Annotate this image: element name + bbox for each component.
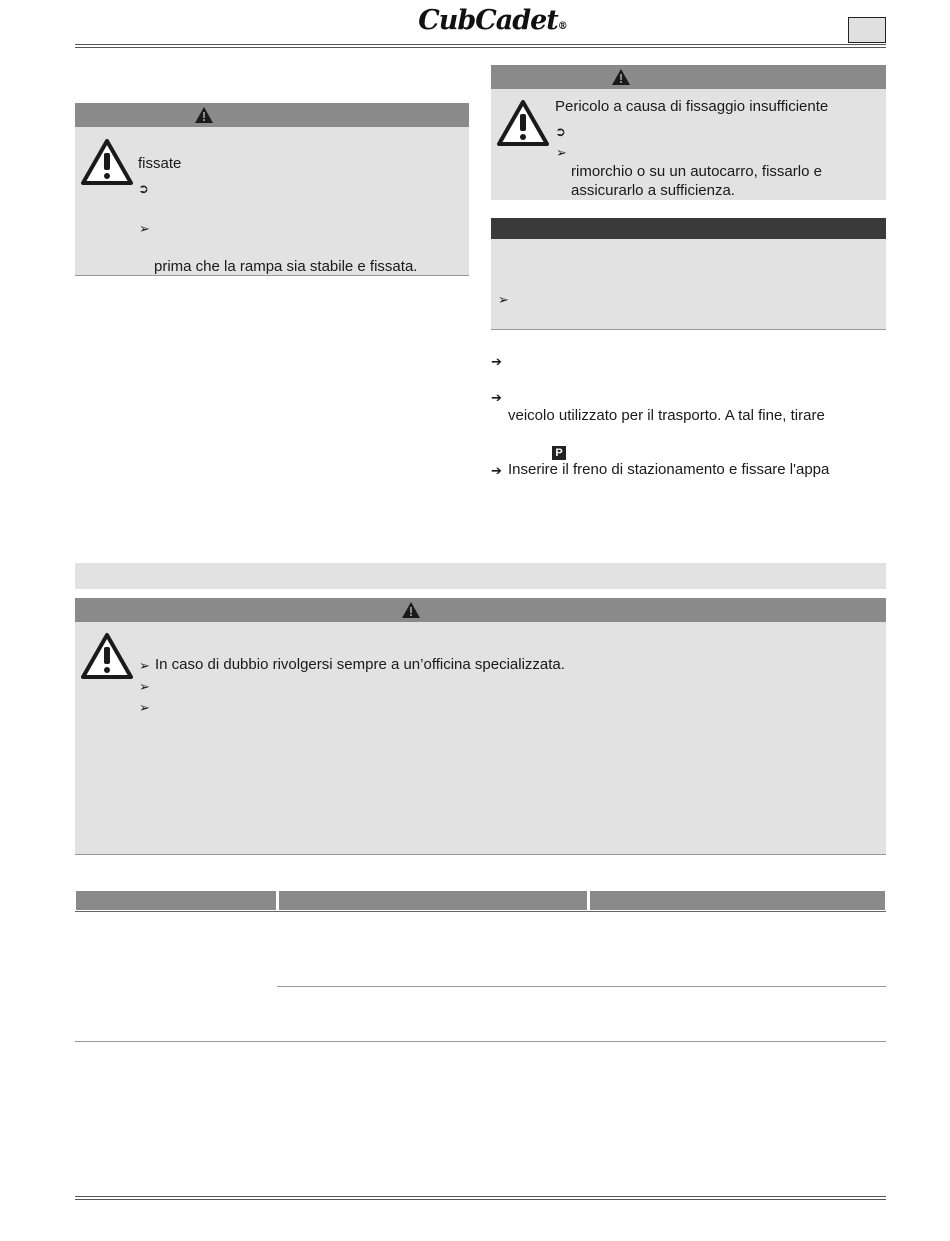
warning-fixing-title: Pericolo a causa di fissaggio insufficiente	[555, 98, 829, 115]
warning-fixing-line-2: assicurarlo a sufficienza.	[571, 182, 735, 199]
step-arrow-3: ➔	[491, 463, 502, 478]
step-arrow-1: ➔	[491, 354, 502, 369]
note-bottom-rule	[491, 329, 886, 330]
warning-small-icon	[611, 68, 631, 86]
note-header	[491, 218, 886, 239]
table-row-divider	[277, 986, 886, 987]
table-header-col-3	[590, 891, 885, 910]
footer-rule-2	[75, 1199, 886, 1200]
warning-ramp-bullet-1: ➲	[138, 181, 149, 196]
step-text-3: Inserire il freno di stazionamento e fissare l'appa	[508, 461, 830, 478]
warning-fixing-bullet-1: ➲	[555, 124, 566, 139]
warning-fixing-bullet-2: ➢	[556, 145, 567, 160]
step-text-2: veicolo utilizzato per il trasporto. A tal fine, tirare	[508, 407, 825, 424]
table-header-col-1	[76, 891, 276, 910]
warning-ramp-bottom-rule	[75, 275, 469, 276]
warning-ramp-panel	[75, 127, 469, 275]
warning-ramp-line-1: fissate	[138, 155, 182, 172]
header-rule-2	[75, 47, 886, 48]
warning-maintenance-bottom-rule	[75, 854, 886, 855]
note-bullet-1: ➢	[498, 292, 509, 307]
table-header-col-2	[279, 891, 587, 910]
warning-ramp-line-2: prima che la rampa sia stabile e fissata.	[154, 258, 418, 275]
warning-ramp-header	[75, 103, 469, 127]
brand-logo: CubCadet®	[418, 5, 567, 36]
page-number-box	[848, 17, 886, 43]
warning-ramp-bullet-2: ➢	[139, 221, 150, 236]
table-bottom-rule	[75, 1041, 886, 1042]
warning-fixing-header	[491, 65, 886, 89]
warning-maintenance-line-1: In caso di dubbio rivolgersi sempre a un’officina specializzata.	[155, 656, 565, 673]
warning-maintenance-header	[75, 598, 886, 622]
step-arrow-2: ➔	[491, 390, 502, 405]
warning-triangle-icon	[496, 99, 550, 147]
header-rule	[75, 44, 886, 45]
note-panel	[491, 239, 886, 329]
warning-small-icon	[194, 106, 214, 124]
warning-maintenance-bullet-1: ➢	[139, 658, 150, 673]
warning-triangle-icon	[80, 632, 134, 680]
parking-icon: P	[552, 446, 566, 460]
warning-fixing-line-1: rimorchio o su un autocarro, fissarlo e	[571, 163, 822, 180]
section-heading-band	[75, 563, 886, 589]
footer-rule	[75, 1196, 886, 1197]
warning-small-icon	[401, 601, 421, 619]
warning-triangle-icon	[80, 138, 134, 186]
warning-maintenance-bullet-3: ➢	[139, 700, 150, 715]
warning-maintenance-bullet-2: ➢	[139, 679, 150, 694]
table-header-rule	[75, 911, 886, 912]
